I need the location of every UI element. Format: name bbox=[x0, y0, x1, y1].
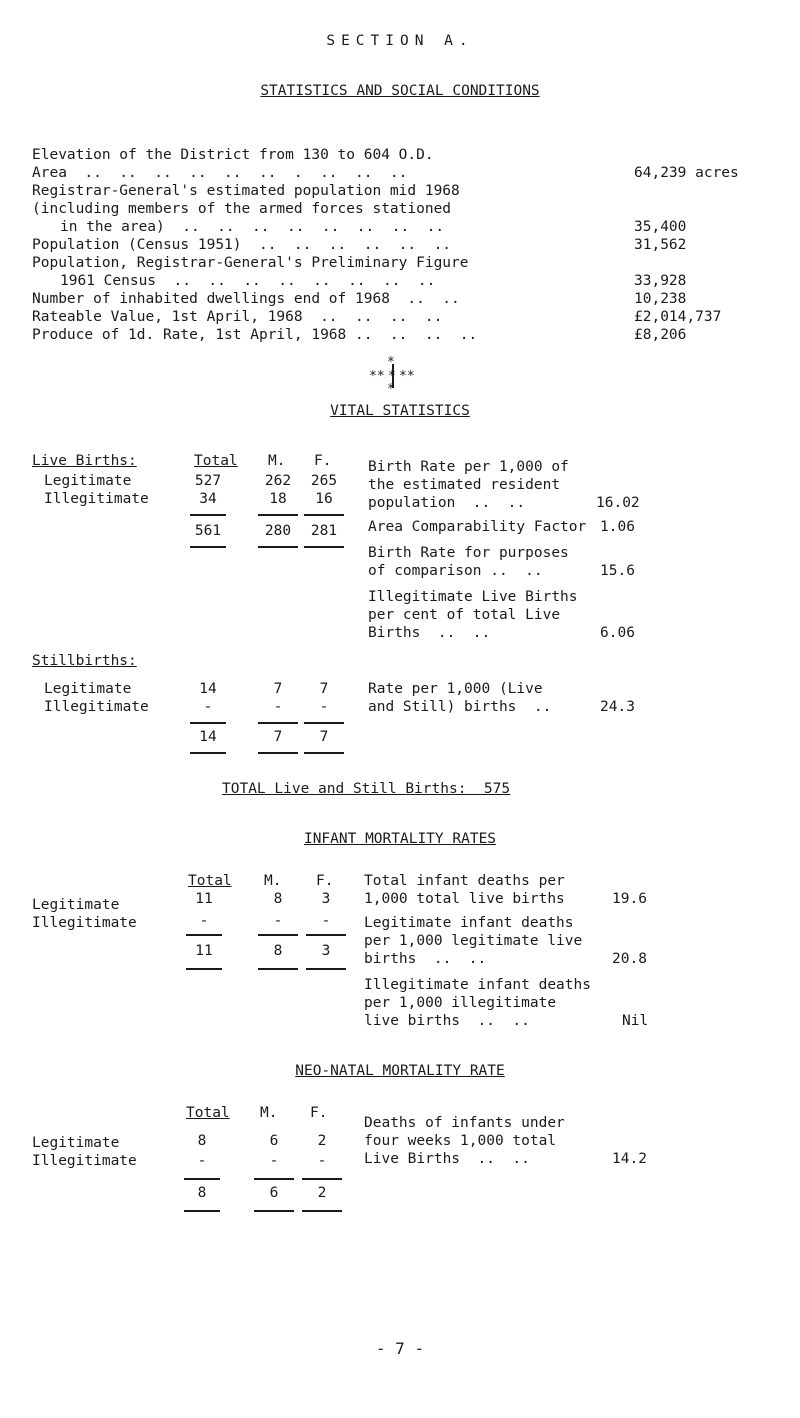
elevation-line: Elevation of the District from 130 to 604 O.D. bbox=[32, 147, 434, 163]
still-rate-value: 24.3 bbox=[600, 699, 635, 715]
divider bbox=[190, 752, 226, 754]
produce-value: £8,206 bbox=[634, 327, 687, 343]
nn-total-total: 8 bbox=[197, 1185, 207, 1201]
divider bbox=[258, 752, 298, 754]
im-total-f: 3 bbox=[321, 943, 331, 959]
live-illegit-label: Illegitimate bbox=[44, 491, 149, 507]
birth-rate-value: 16.02 bbox=[596, 495, 640, 511]
im-total-total: 11 bbox=[195, 943, 213, 959]
census-value: 31,562 bbox=[634, 237, 687, 253]
still-rate-line-2: and Still) births .. bbox=[368, 699, 552, 715]
prelim-line-2: 1961 Census .. .. .. .. .. .. .. .. bbox=[60, 273, 436, 289]
live-legit-label: Legitimate bbox=[44, 473, 132, 489]
im-illegit-total: - bbox=[199, 913, 209, 929]
still-legit-f: 7 bbox=[319, 681, 329, 697]
divider bbox=[258, 968, 298, 970]
birth-rate-line-3: population .. .. bbox=[368, 495, 526, 511]
divider bbox=[306, 968, 346, 970]
svg-text:**: ** bbox=[399, 369, 415, 384]
divider bbox=[184, 1210, 220, 1212]
col-m-header: M. bbox=[268, 453, 286, 469]
divider bbox=[302, 1178, 342, 1180]
live-illegit-f: 16 bbox=[315, 491, 333, 507]
im-legit-f: 3 bbox=[321, 891, 331, 907]
still-legit-m: 7 bbox=[273, 681, 283, 697]
rateable-value: £2,014,737 bbox=[634, 309, 722, 325]
reg-pop-line-2: (including members of the armed forces stationed bbox=[32, 201, 452, 217]
live-illegit-m: 18 bbox=[269, 491, 287, 507]
divider bbox=[186, 934, 222, 936]
im-legit-m: 8 bbox=[273, 891, 283, 907]
still-illegit-m: - bbox=[273, 699, 283, 715]
birth-rate-line-1: Birth Rate per 1,000 of bbox=[368, 459, 569, 475]
area-value: 64,239 acres bbox=[634, 165, 739, 181]
nn-illegit-label: Illegitimate bbox=[32, 1153, 137, 1169]
svg-text:**: ** bbox=[369, 369, 385, 384]
live-total-total: 561 bbox=[194, 523, 222, 539]
illeg-pct-line-3: Births .. .. bbox=[368, 625, 491, 641]
nn-line-3: Live Births .. .. bbox=[364, 1151, 530, 1167]
census-label: Population (Census 1951) .. .. .. .. .. .. bbox=[32, 237, 452, 253]
prelim-line-1: Population, Registrar-General's Preliminary Figure bbox=[32, 255, 469, 271]
nn-total-m: 6 bbox=[269, 1185, 279, 1201]
divider bbox=[254, 1178, 294, 1180]
dwellings-label: Number of inhabited dwellings end of 1968 .. .. bbox=[32, 291, 460, 307]
im-illegit-m: - bbox=[273, 913, 283, 929]
acf-label: Area Comparability Factor bbox=[368, 519, 587, 535]
illeg-pct-line-1: Illegitimate Live Births bbox=[368, 589, 578, 605]
im-legit-rate-line-3: births .. .. bbox=[364, 951, 487, 967]
live-total-m: 280 bbox=[264, 523, 292, 539]
im-illegit-rate-line-3: live births .. .. bbox=[364, 1013, 530, 1029]
nn-col-total: Total bbox=[186, 1105, 230, 1121]
total-births-line: TOTAL Live and Still Births: 575 bbox=[222, 781, 511, 797]
im-col-f: F. bbox=[316, 873, 334, 889]
reg-pop-line-3: in the area) .. .. .. .. .. .. .. .. bbox=[60, 219, 445, 235]
still-legit-total: 14 bbox=[199, 681, 217, 697]
im-illegit-label: Illegitimate bbox=[32, 915, 137, 931]
nn-legit-total: 8 bbox=[197, 1133, 207, 1149]
illeg-pct-value: 6.06 bbox=[600, 625, 635, 641]
still-total-f: 7 bbox=[319, 729, 329, 745]
divider bbox=[258, 934, 298, 936]
brc-value: 15.6 bbox=[600, 563, 635, 579]
live-total-f: 281 bbox=[310, 523, 338, 539]
brc-line-1: Birth Rate for purposes bbox=[368, 545, 569, 561]
divider bbox=[258, 514, 298, 516]
divider bbox=[304, 546, 344, 548]
im-legit-rate-line-1: Legitimate infant deaths bbox=[364, 915, 574, 931]
infant-mortality-title: INFANT MORTALITY RATES bbox=[303, 831, 497, 847]
divider bbox=[258, 722, 298, 724]
nn-legit-f: 2 bbox=[317, 1133, 327, 1149]
nn-total-f: 2 bbox=[317, 1185, 327, 1201]
acf-value: 1.06 bbox=[600, 519, 635, 535]
divider bbox=[304, 514, 344, 516]
im-total-rate-line-2: 1,000 total live births bbox=[364, 891, 565, 907]
prelim-value: 33,928 bbox=[634, 273, 687, 289]
im-legit-rate-value: 20.8 bbox=[612, 951, 647, 967]
still-rate-line-1: Rate per 1,000 (Live bbox=[368, 681, 543, 697]
nn-illegit-f: - bbox=[317, 1153, 327, 1169]
divider bbox=[190, 722, 226, 724]
divider bbox=[190, 546, 226, 548]
im-total-rate-line-1: Total infant deaths per bbox=[364, 873, 565, 889]
live-illegit-total: 34 bbox=[199, 491, 217, 507]
divider bbox=[254, 1210, 294, 1212]
rateable-label: Rateable Value, 1st April, 1968 .. .. .. .. bbox=[32, 309, 443, 325]
im-legit-total: 11 bbox=[195, 891, 213, 907]
produce-label: Produce of 1d. Rate, 1st April, 1968 .. .. .. .. bbox=[32, 327, 478, 343]
live-legit-f: 265 bbox=[310, 473, 338, 489]
page-title: STATISTICS AND SOCIAL CONDITIONS bbox=[260, 83, 540, 99]
nn-value: 14.2 bbox=[612, 1151, 647, 1167]
page-number: - 7 - bbox=[375, 1339, 425, 1358]
stillbirths-label: Stillbirths: bbox=[32, 653, 137, 669]
col-f-header: F. bbox=[314, 453, 332, 469]
divider bbox=[184, 1178, 220, 1180]
live-births-label: Live Births: bbox=[32, 453, 137, 469]
im-illegit-rate-line-1: Illegitimate infant deaths bbox=[364, 977, 591, 993]
nn-illegit-total: - bbox=[197, 1153, 207, 1169]
reg-pop-line-1: Registrar-General's estimated population mid 1968 bbox=[32, 183, 460, 199]
im-col-total: Total bbox=[188, 873, 232, 889]
im-illegit-rate-value: Nil bbox=[622, 1013, 649, 1029]
nn-line-2: four weeks 1,000 total bbox=[364, 1133, 557, 1149]
svg-text:*: * bbox=[387, 382, 395, 397]
section-heading: SECTION A. bbox=[326, 33, 474, 49]
still-total-total: 14 bbox=[199, 729, 217, 745]
illeg-pct-line-2: per cent of total Live bbox=[368, 607, 561, 623]
live-legit-m: 262 bbox=[264, 473, 292, 489]
im-legit-rate-line-2: per 1,000 legitimate live bbox=[364, 933, 583, 949]
reg-pop-value: 35,400 bbox=[634, 219, 687, 235]
brc-line-2: of comparison .. .. bbox=[368, 563, 543, 579]
svg-text:*: * bbox=[388, 369, 396, 384]
im-total-rate-value: 19.6 bbox=[612, 891, 647, 907]
divider bbox=[304, 752, 344, 754]
still-legit-label: Legitimate bbox=[44, 681, 132, 697]
still-illegit-label: Illegitimate bbox=[44, 699, 149, 715]
divider bbox=[258, 546, 298, 548]
divider bbox=[302, 1210, 342, 1212]
area-label: Area .. .. .. .. .. .. . .. .. .. bbox=[32, 165, 408, 181]
im-total-m: 8 bbox=[273, 943, 283, 959]
asterisk-ornament-icon bbox=[366, 354, 420, 398]
nn-illegit-m: - bbox=[269, 1153, 279, 1169]
im-col-m: M. bbox=[264, 873, 282, 889]
divider bbox=[304, 722, 344, 724]
dwellings-value: 10,238 bbox=[634, 291, 687, 307]
nn-col-f: F. bbox=[310, 1105, 328, 1121]
still-illegit-total: - bbox=[203, 699, 213, 715]
nn-legit-m: 6 bbox=[269, 1133, 279, 1149]
nn-col-m: M. bbox=[260, 1105, 278, 1121]
vital-statistics-title: VITAL STATISTICS bbox=[330, 403, 470, 419]
divider bbox=[186, 968, 222, 970]
col-total-header: Total bbox=[194, 453, 238, 469]
divider bbox=[306, 934, 346, 936]
divider bbox=[190, 514, 226, 516]
im-illegit-rate-line-2: per 1,000 illegitimate bbox=[364, 995, 557, 1011]
im-illegit-f: - bbox=[321, 913, 331, 929]
nn-line-1: Deaths of infants under bbox=[364, 1115, 565, 1131]
live-legit-total: 527 bbox=[194, 473, 222, 489]
svg-text:*: * bbox=[387, 355, 395, 370]
im-legit-label: Legitimate bbox=[32, 897, 120, 913]
neonatal-title: NEO-NATAL MORTALITY RATE bbox=[295, 1063, 505, 1079]
still-illegit-f: - bbox=[319, 699, 329, 715]
still-total-m: 7 bbox=[273, 729, 283, 745]
birth-rate-line-2: the estimated resident bbox=[368, 477, 561, 493]
nn-legit-label: Legitimate bbox=[32, 1135, 120, 1151]
